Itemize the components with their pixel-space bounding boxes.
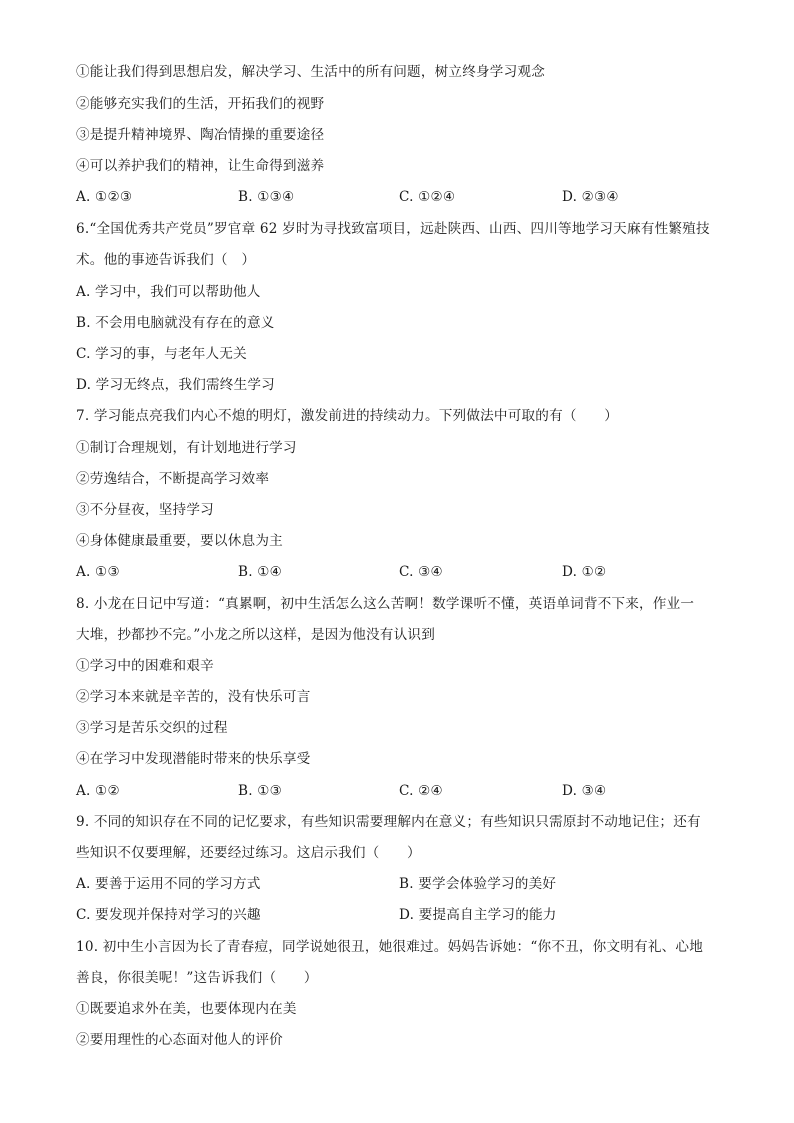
q10-stem-line-2: 善良，你很美呢！”这告诉我们（ ） [76, 970, 318, 986]
q9-stem-line-2: 些知识不仅要理解，还要经过练习。这启示我们（ ） [76, 845, 421, 861]
q7-option-c: C. ③④ [399, 564, 443, 580]
q8-option-a: A. ①② [76, 783, 120, 799]
q6-option-d: D. 学习无终点，我们需终生学习 [76, 377, 275, 393]
q9-option-d: D. 要提高自主学习的能力 [399, 907, 557, 923]
q8-stem-line-1: 8. 小龙在日记中写道：“真累啊，初中生活怎么这么苦啊！数学课听不懂，英语单词背不下来，作业一 [76, 596, 695, 612]
q9-option-a: A. 要善于运用不同的学习方式 [76, 876, 261, 892]
q5-statement-4: ④可以养护我们的精神，让生命得到滋养 [76, 158, 325, 174]
q5-statement-2: ②能够充实我们的生活，开拓我们的视野 [76, 96, 325, 112]
q9-option-b: B. 要学会体验学习的美好 [399, 876, 557, 892]
q6-option-a: A. 学习中，我们可以帮助他人 [76, 284, 261, 300]
q7-statement-3: ③不分昼夜，坚持学习 [76, 502, 214, 518]
q7-statement-2: ②劳逸结合，不断提高学习效率 [76, 471, 270, 487]
q8-statement-3: ③学习是苦乐交织的过程 [76, 720, 228, 736]
q6-stem-line-2: 术。他的事迹告诉我们（ ） [76, 252, 256, 268]
q7-statement-1: ①制订合理规划，有计划地进行学习 [76, 440, 297, 456]
q7-option-a: A. ①③ [76, 564, 120, 580]
q8-statement-2: ②学习本来就是辛苦的，没有快乐可言 [76, 689, 311, 705]
q8-option-d: D. ③④ [562, 783, 607, 799]
q10-statement-2: ②要用理性的心态面对他人的评价 [76, 1032, 283, 1048]
q7-stem: 7. 学习能点亮我们内心不熄的明灯，激发前进的持续动力。下列做法中可取的有（ ） [76, 408, 619, 424]
q7-option-d: D. ①② [562, 564, 607, 580]
q8-statement-1: ①学习中的困难和艰辛 [76, 658, 214, 674]
q6-option-c: C. 学习的事，与老年人无关 [76, 346, 247, 362]
q9-stem-line-1: 9. 不同的知识存在不同的记忆要求，有些知识需要理解内在意义；有些知识只需原封不动地记住；还有 [76, 814, 701, 830]
q5-statement-1: ①能让我们得到思想启发，解决学习、生活中的所有问题，树立终身学习观念 [76, 64, 545, 80]
q9-option-c: C. 要发现并保持对学习的兴趣 [76, 907, 261, 923]
q6-stem-line-1: 6.“全国优秀共产党员”罗官章 62 岁时为寻找致富项目，远赴陕西、山西、四川等地学习天麻有性繁殖技 [76, 221, 710, 237]
q8-stem-line-2: 大堆，抄都抄不完。”小龙之所以这样，是因为他没有认识到 [76, 627, 435, 643]
q5-option-b: B. ①③④ [238, 189, 295, 205]
q8-option-c: C. ②④ [399, 783, 443, 799]
q10-statement-1: ①既要追求外在美，也要体现内在美 [76, 1001, 297, 1017]
q10-stem-line-1: 10. 初中生小言因为长了青春痘，同学说她很丑，她很难过。妈妈告诉她：“你不丑，你文明有礼、心地 [76, 939, 704, 955]
q7-statement-4: ④身体健康最重要，要以休息为主 [76, 533, 283, 549]
q7-option-b: B. ①④ [238, 564, 283, 580]
q5-option-c: C. ①②④ [399, 189, 456, 205]
q8-option-b: B. ①③ [238, 783, 283, 799]
q5-statement-3: ③是提升精神境界、陶冶情操的重要途径 [76, 127, 325, 143]
q5-option-a: A. ①②③ [76, 189, 133, 205]
q6-option-b: B. 不会用电脑就没有存在的意义 [76, 315, 275, 331]
q8-statement-4: ④在学习中发现潜能时带来的快乐享受 [76, 751, 311, 767]
q5-option-d: D. ②③④ [562, 189, 619, 205]
